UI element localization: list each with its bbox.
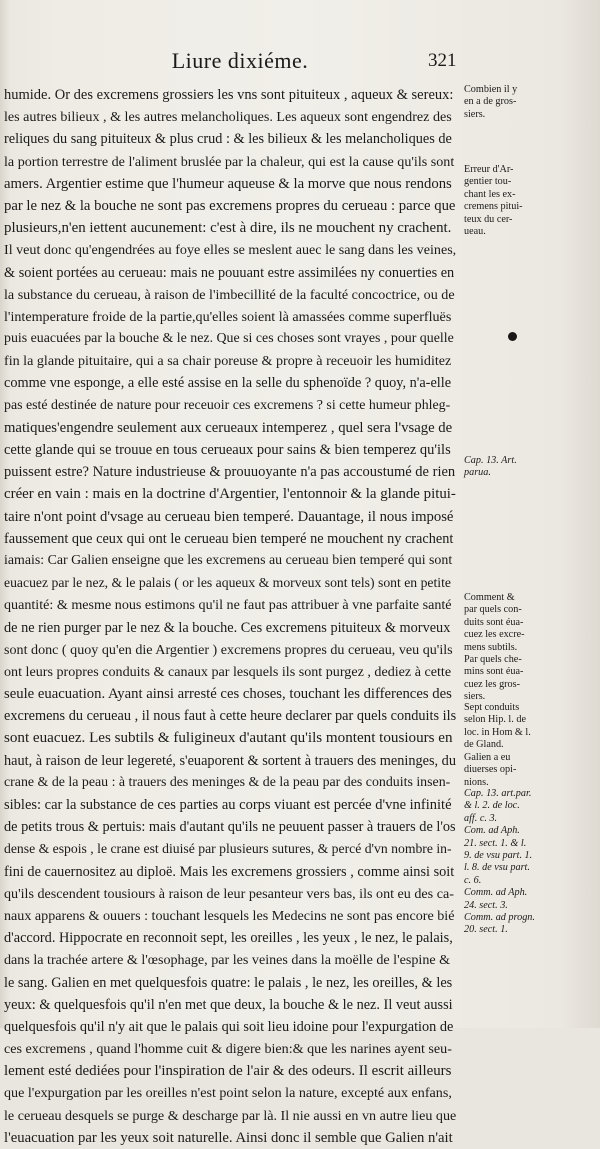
margin-note-line: 9. de vsu part. 1. <box>464 850 533 862</box>
body-line: pas esté destinée de nature pour receuoir ces excremens ? si cette humeur phleg- <box>4 397 451 413</box>
body-line: naux apparens & ouuers : touchant lesquels les Medecins ne sont pas encore bié <box>4 907 455 924</box>
body-line: plusieurs,n'en iettent aucunement: c'est à dire, ils ne mouchent ny crachent. <box>4 220 452 237</box>
margin-note-line: & l. 2. de loc. <box>464 800 520 812</box>
body-line: d'accord. Hippocrate en reconnoit sept, les oreilles , les yeux , le nez, le palais, <box>4 930 453 947</box>
margin-note-line: ueau. <box>464 226 486 238</box>
body-line: fin la glande pituitaire, qui a sa chair poreuse & propre à receuoir les humiditez <box>4 353 452 370</box>
body-line: sibles: car la substance de ces parties au corps viuant est percée d'vne infinité <box>4 797 452 813</box>
running-header-title: Liure dixiéme. <box>171 48 309 73</box>
margin-note-line: selon Hip. l. de <box>464 714 526 726</box>
margin-note-line: aff. c. 3. <box>464 812 498 824</box>
body-line: le cerueau desquels se purge & descharge par là. Il nie aussi en vn autre lieu que <box>4 1107 456 1124</box>
margin-note-line: mins sont éua- <box>464 666 524 678</box>
body-line: dans la trachée artere & l'œsophage, par les veines dans la moëlle de l'espine & <box>4 952 451 969</box>
body-line: haut, à raison de leur legereté, s'euaporent & sortent à trauers des meninges, du <box>4 752 456 769</box>
margin-note-line: Com. ad Aph. <box>464 825 520 837</box>
margin-note-line: l. 8. de vsu part. <box>464 862 530 874</box>
margin-note-line: Sept conduits <box>464 702 520 713</box>
body-line: comme vne esponge, a elle esté assise en la selle du sphenoïde ? quoy, n'a-elle <box>4 375 452 392</box>
body-line: sont donc ( quoy qu'en die Argentier ) excremens propres du cerueau, veu qu'ils <box>4 641 453 658</box>
body-line: de petits trous & pertuis: mais d'autant qu'ils ne peuuent passer à trauers de l'os <box>4 819 456 836</box>
page-number: 321 <box>428 50 457 71</box>
margin-note-line: 24. sect. 3. <box>464 899 508 911</box>
body-line: Il veut donc qu'engendrées au foye elles se meslent auec le sang dans les veines, <box>4 242 456 259</box>
body-line: les autres bilieux , & les autres melancholiques. Les aqueux sont engendrez des <box>4 109 452 126</box>
margin-note-erreur <box>464 164 596 238</box>
body-line: & soient portées au cerueau: mais ne pouuant estre assimilées ny conuerties en <box>4 264 455 281</box>
body-line: qu'ils descendent tousiours à raison de leur pesanteur vers bas, ils ont eu des ca- <box>4 885 454 902</box>
margin-note-sept <box>464 702 596 752</box>
body-line: seule euacuation. Ayant ainsi arresté ces choses, touchant les differences des <box>4 686 452 703</box>
ink-blot <box>508 332 517 341</box>
body-line: que l'expurgation par les oreilles n'est point selon la nature, excepté aux enfans, <box>4 1085 452 1102</box>
body-line: quantité: & mesme nous estimons qu'il ne faut pas attribuer à vne parfaite santé <box>4 597 452 614</box>
body-line: puis euacuées par la bouche & le nez. Que si ces choses sont vrayes , pour quelle <box>4 331 454 347</box>
body-line: cette glande qui se trouue en tous cerueaux pour sains & bien temperez qu'ils <box>4 442 451 458</box>
body-line: taire n'ont point d'vsage au cerueau bien temperé. Dauantage, il nous imposé <box>4 508 454 525</box>
margin-note-line: cuez les gros- <box>464 678 521 690</box>
margin-note-line: siers. <box>464 108 486 120</box>
margin-note-line: nions. <box>464 776 489 788</box>
body-line: euacuez par le nez, & le palais ( or les aqueux & morveux sont tels) sont en petite <box>4 575 451 591</box>
margin-note-line: duits sont éua- <box>464 616 524 628</box>
margin-note-line: diuerses opi- <box>464 764 517 776</box>
margin-note-line: teux du cer- <box>464 213 513 225</box>
body-line: fini de cauernositez au diploë. Mais les excremens grossiers , comme ainsi soit <box>4 863 455 880</box>
body-line: dense & espois , le crane est diuisé par plusieurs sutures, & percé d'vn nombre in- <box>4 841 452 857</box>
margin-note-line: Comm. ad Aph. <box>464 887 528 899</box>
body-line: lement esté dediées pour l'inspiration de l'air & des odeurs. Il escrit ailleurs <box>4 1063 452 1080</box>
body-line: iamais: Car Galien enseigne que les excremens au cerueau bien temperé qui sont <box>4 552 453 568</box>
margin-note-line: parua. <box>464 467 491 479</box>
margin-note-line: Comment & <box>464 592 515 603</box>
margin-note-line: chant les ex- <box>464 188 516 200</box>
margin-note-line: cremens pitui- <box>464 201 523 213</box>
body-line: l'intemperature froide de la partie,qu'elles soient là amassées comme superfluës <box>4 308 452 325</box>
body-line: la substance du cerueau, à raison de l'imbecillité de la faculté concoctrice, ou de <box>4 286 455 303</box>
body-line: ont leurs propres conduits & canaux par lesquels ils sont purgez , dediez à cette <box>4 663 452 680</box>
body-line: ces excremens , quand l'homme cuit & digere bien:& que les narines ayent seu- <box>4 1041 452 1058</box>
margin-note-line: loc. in Hom & l. <box>464 726 531 738</box>
body-line: yeux: & quelquesfois qu'il n'en met que deux, la bouche & le nez. Il veut aussi <box>4 996 453 1013</box>
margin-note-line: Par quels che- <box>464 654 522 666</box>
body-line: par le nez & la bouche ne sont pas excremens propres du cerueau : parce que <box>4 197 456 214</box>
margin-note-line: gentier tou- <box>464 176 512 188</box>
body-line: quelquesfois qu'il n'y ait que le palais qui soit lieu idoine pour l'expurgation de <box>4 1018 454 1035</box>
margin-note-refs <box>464 788 596 937</box>
body-line: le sang. Galien en met quelquesfois quatre: le palais , le nez, les oreilles, & les <box>4 974 453 991</box>
body-line: faussement que ceux qui ont le cerueau bien temperé ne mouchent ny crachent <box>4 530 454 547</box>
margin-note-line: cuez les excre- <box>464 629 525 641</box>
body-line: humide. Or des excremens grossiers les vns sont pituiteux , aqueux & sereux: <box>4 87 454 103</box>
margin-note-line: Cap. 13. art.par. <box>464 788 532 799</box>
body-line: matiques'engendre seulement aux cerueaux intemperez , quel sera l'vsage de <box>4 419 453 436</box>
body-line: créer en vain : mais en la doctrine d'Argentier, l'entonnoir & la glande pitui- <box>4 486 456 503</box>
margin-note-line: Galien a eu <box>464 752 511 763</box>
margin-note-line: par quels con- <box>464 604 522 616</box>
body-line: puissent estre? Nature industrieuse & prouuoyante n'a pas accoustumé de rien <box>4 464 456 481</box>
body-text <box>4 84 456 1149</box>
margin-note-line: siers. <box>464 691 486 703</box>
margin-note-line: Erreur d'Ar- <box>464 164 514 175</box>
body-line: l'euacuation par les yeux soit naturelle. Ainsi donc il semble que Galien n'ait <box>4 1129 453 1146</box>
body-line: de ne rien purger par le nez & la bouche. Ces excremens pituiteux & morveux <box>4 619 451 636</box>
body-line: crane & de la peau : à trauers des meninges & de la peau par des conduits insen- <box>4 774 451 790</box>
margin-note-line: 21. sect. 1. & l. <box>464 837 527 849</box>
margin-note-comment <box>464 592 596 704</box>
margin-note-line: en a de gros- <box>464 96 517 108</box>
body-line: excremens du cerueau , il nous faut à cette heure declarer par quels conduits ils <box>4 708 456 725</box>
margin-note-line: Comm. ad progn. <box>464 912 535 924</box>
body-line: la portion terrestre de l'aliment bruslée par la chaleur, qui est la cause qu'ils sont <box>4 153 455 170</box>
margin-note-line: Cap. 13. Art. <box>464 455 517 466</box>
margin-note-cap13 <box>464 455 596 480</box>
margin-note-line: de Gland. <box>464 739 504 751</box>
margin-note-line: 20. sect. 1. <box>464 924 508 936</box>
body-line: amers. Argentier estime que l'humeur aqueuse & la morve que nous rendons <box>4 175 452 192</box>
margin-note-line: Combien il y <box>464 84 518 95</box>
body-line: sont euacuez. Les subtils & fuligineux d'autant qu'ils montent tousiours en <box>4 730 453 747</box>
margin-note-line: mens subtils. <box>464 641 518 653</box>
body-line: reliques du sang pituiteux & plus crud : & les bilieux & les melancholiques de <box>4 131 452 148</box>
margin-note-line: c. 6. <box>464 874 482 886</box>
margin-note-combien <box>464 84 596 121</box>
margin-note-galien <box>464 752 596 789</box>
